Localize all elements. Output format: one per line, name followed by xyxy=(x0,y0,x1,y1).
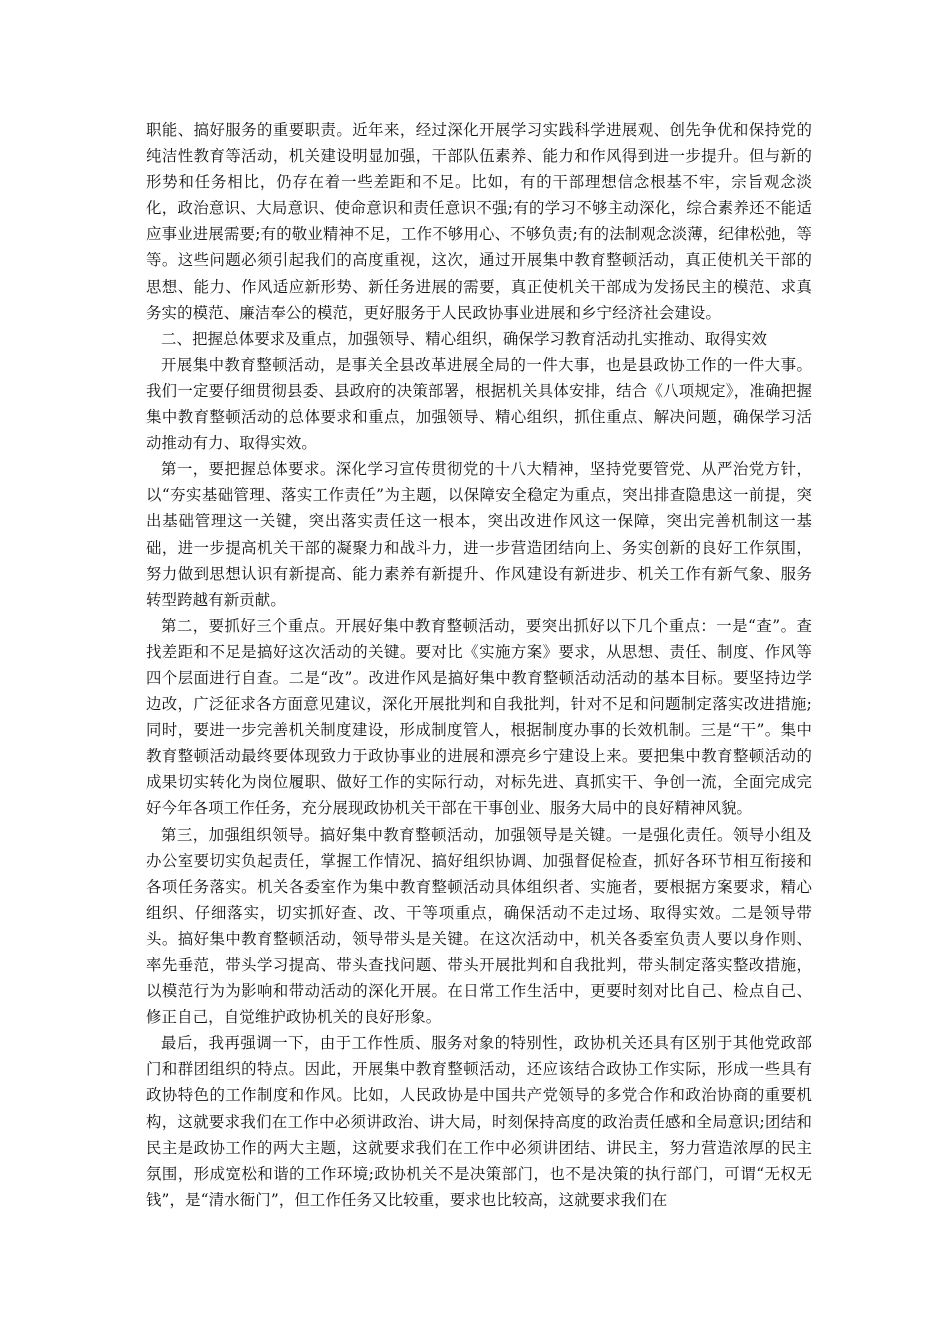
section-heading: 二、把握总体要求及重点，加强领导、精心组织，确保学习教育活动扎实推动、取得实效 xyxy=(161,329,768,348)
paragraph: 职能、搞好服务的重要职责。近年来，经过深化开展学习实践科学进展观、创先争优和保持党的纯洁性教育等活动，机关建设明显加强，干部队伍素养、能力和作风得到进一步提升。但与新的形势和任务相比，仍存在着一些差距和不足。比如，有的干部理想信念根基不牢，宗旨观念淡化，政治意识、大局意识、使命意识和责任意识不强;有的学习不够主动深化，综合素养还不能适应事业进展需要;有的敬业精神不足，工作不够用心、不够负责;有的法制观念淡薄，纪律松弛，等等。这些问题必须引起我们的高度重视，这次，通过开展集中教育整顿活动，真正使机关干部的思想、能力、作风适应新形势、新任务进展的需要，真正使机关干部成为发扬民主的模范、求真务实的模范、廉洁奉公的模范，更好服务于人民政协事业进展和乡宁经济社会建设。 xyxy=(146,121,812,322)
paragraph: 开展集中教育整顿活动，是事关全县改革进展全局的一件大事，也是县政协工作的一件大事。我们一定要仔细贯彻县委、县政府的决策部署，根据机关具体安排，结合《八项规定》，准确把握集中教育整顿活动的总体要求和重点，加强领导、精心组织，抓住重点、解决问题，确保学习活动推动有力、取得实效。 xyxy=(146,355,812,453)
paragraph: 第一，要把握总体要求。深化学习宣传贯彻党的十八大精神，坚持党要管党、从严治党方针，以“夯实基础管理、落实工作责任”为主题，以保障安全稳定为重点，突出排查隐患这一前提，突出基础管理这一关键，突出落实责任这一根本，突出改进作风这一保障，突出完善机制这一基础，进一步提高机关干部的凝聚力和战斗力，进一步营造团结向上、务实创新的良好工作氛围，努力做到思想认识有新提高、能力素养有新提升、作风建设有新进步、机关工作有新气象、服务转型跨越有新贡献。 xyxy=(146,460,812,609)
paragraph: 第三，加强组织领导。搞好集中教育整顿活动，加强领导是关键。一是强化责任。领导小组及办公室要切实负起责任，掌握工作情况、搞好组织协调、加强督促检查，抓好各环节相互衔接和各项任务落实。机关各委室作为集中教育整顿活动具体组织者、实施者，要根据方案要求，精心组织、仔细落实，切实抓好查、改、干等项重点，确保活动不走过场、取得实效。二是领导带头。搞好集中教育整顿活动，领导带头是关键。在这次活动中，机关各委室负责人要以身作则、率先垂范，带头学习提高、带头查找问题、带头开展批判和自我批判，带头制定落实整改措施，以模范行为为影响和带动活动的深化开展。在日常工作生活中，更要时刻对比自己、检点自己、修正自己，自觉维护政协机关的良好形象。 xyxy=(146,825,812,1027)
paragraph: 第二，要抓好三个重点。开展好集中教育整顿活动，要突出抓好以下几个重点：一是“查”。查找差距和不足是搞好这次活动的关键。要对比《实施方案》要求，从思想、责任、制度、作风等四个层面进行自查。二是“改”。改进作风是搞好集中教育整顿活动活动的基本目标。要坚持边学边改，广泛征求各方面意见建议，深化开展批判和自我批判，针对不足和问题制定落实改进措施;同时，要进一步完善机关制度建设，形成制度管人，根据制度办事的长效机制。三是“干”。集中教育整顿活动最终要体现致力于政协事业的进展和漂亮乡宁建设上来。要把集中教育整顿活动的成果切实转化为岗位履职、做好工作的实际行动，对标先进、真抓实干、争创一流，全面完成完好今年各项工作任务，充分展现政协机关干部在干事创业、服务大局中的良好精神风貌。 xyxy=(146,616,812,818)
document-page xyxy=(146,117,812,1213)
paragraph: 最后，我再强调一下，由于工作性质、服务对象的特别性，政协机关还具有区别于其他党政部门和群团组织的特点。因此，开展集中教育整顿活动，还应该结合政协工作实际，形成一些具有政协特色的工作制度和作风。比如，人民政协是中国共产党领导的多党合作和政治协商的重要机构，这就要求我们在工作中必须讲政治、讲大局，时刻保持高度的政治责任感和全局意识;团结和民主是政协工作的两大主题，这就要求我们在工作中必须讲团结、讲民主，努力营造浓厚的民主氛围，形成宽松和谐的工作环境;政协机关不是决策部门，也不是决策的执行部门，可谓“无权无钱”，是“清水衙门”，但工作任务又比较重，要求也比较高，这就要求我们在 xyxy=(146,1034,812,1209)
